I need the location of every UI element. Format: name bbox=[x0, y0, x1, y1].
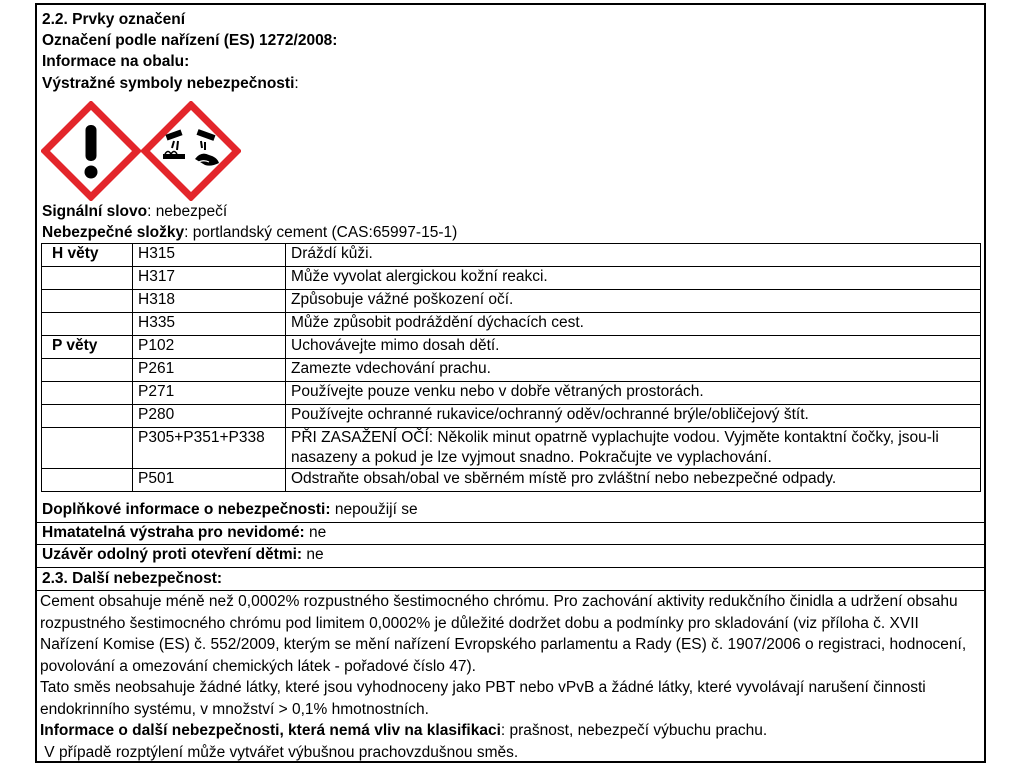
statement-group bbox=[42, 313, 133, 336]
statement-row bbox=[42, 290, 981, 313]
statement-code: H318 bbox=[133, 290, 286, 313]
chromium-paragraph: Cement obsahuje méně než 0,0002% rozpustného šestimocného chrómu. Pro zachování aktivity redukčního činidla a udržení obsahu rozpustného šestimocného chrómu pod limitem 0,0002% je důležité dodržet dobu a podmínky pro skladování (viz příloha č. XVII Nařízení Komise (ES) č. 552/2009, kterým se mění nařízení Evropského parlamentu a Rady (ES) č. 1907/2006 o registraci, hodnocení, povolování a omezování chemických látek - pořadové číslo 47). bbox=[40, 593, 967, 675]
corrosion-icon bbox=[141, 101, 241, 201]
pbt-paragraph: Tato směs neobsahuje žádné látky, které jsou vyhodnoceny jako PBT nebo vPvB a žádné látky, které vyvolávají narušení činnosti endokrinního systému, v množství > 0,1% hmotnostních. bbox=[40, 679, 926, 718]
statement-row bbox=[42, 267, 981, 290]
statement-row bbox=[42, 382, 981, 405]
statement-code: P271 bbox=[133, 382, 286, 405]
tactile-warning-value: ne bbox=[304, 524, 327, 541]
regulation-heading: Označení podle nařízení (ES) 1272/2008: bbox=[42, 32, 338, 49]
packaging-heading: Informace na obalu: bbox=[42, 53, 190, 70]
hazardous-components-value: : portlandský cement (CAS:65997-15-1) bbox=[184, 224, 458, 241]
statement-row bbox=[42, 336, 981, 359]
statement-group bbox=[42, 428, 133, 469]
statement-group bbox=[42, 405, 133, 428]
statement-text: Uchovávejte mimo dosah dětí. bbox=[286, 336, 981, 359]
statement-code: P501 bbox=[133, 469, 286, 492]
statement-code: P102 bbox=[133, 336, 286, 359]
statement-text: Používejte ochranné rukavice/ochranný oděv/ochranné brýle/obličejový štít. bbox=[286, 405, 981, 428]
statement-row bbox=[42, 313, 981, 336]
statement-text: Používejte pouze venku nebo v dobře větraných prostorách. bbox=[286, 382, 981, 405]
child-closure-line bbox=[42, 545, 324, 564]
safety-data-sheet-section bbox=[35, 3, 986, 763]
child-closure-label: Uzávěr odolný proti otevření dětmi: bbox=[42, 546, 303, 563]
supplemental-info-label: Doplňkové informace o nebezpečnosti: bbox=[42, 501, 331, 518]
statement-group bbox=[42, 267, 133, 290]
statement-group bbox=[42, 290, 133, 313]
statement-text: Zamezte vdechování prachu. bbox=[286, 359, 981, 382]
statement-code: H317 bbox=[133, 267, 286, 290]
hazardous-components-line bbox=[42, 223, 457, 242]
symbols-label: Výstražné symboly nebezpečnosti bbox=[42, 75, 295, 92]
statement-row bbox=[42, 244, 981, 267]
symbols-colon: : bbox=[294, 75, 299, 92]
statement-text: Může vyvolat alergickou kožní reakci. bbox=[286, 267, 981, 290]
section-23-body bbox=[40, 591, 980, 763]
statement-row bbox=[42, 359, 981, 382]
dust-explosion-note: V případě rozptýlení může vytvářet výbušnou prachovzdušnou směs. bbox=[40, 743, 519, 761]
signal-word-label: Signální slovo bbox=[42, 203, 148, 220]
statement-code: H315 bbox=[133, 244, 286, 267]
statement-code: P305+P351+P338 bbox=[133, 428, 286, 469]
statement-text: Způsobuje vážné poškození očí. bbox=[286, 290, 981, 313]
statement-row bbox=[42, 469, 981, 492]
other-hazard-label: Informace o další nebezpečnosti, která nemá vliv na klasifikaci bbox=[40, 722, 501, 739]
divider bbox=[37, 567, 984, 568]
supplemental-info-line bbox=[42, 500, 418, 519]
exclamation-mark-icon bbox=[41, 101, 141, 201]
statement-code: P280 bbox=[133, 405, 286, 428]
other-hazard-line bbox=[40, 720, 980, 742]
hazardous-components-label: Nebezpečné složky bbox=[42, 224, 185, 241]
other-hazard-value: : prašnost, nebezpečí výbuchu prachu. bbox=[500, 722, 768, 739]
statement-text: Odstraňte obsah/obal ve sběrném místě pro zvláštní nebo nebezpečné odpady. bbox=[286, 469, 981, 492]
section-title: 2.2. Prvky označení bbox=[42, 11, 186, 28]
child-closure-value: ne bbox=[302, 546, 324, 563]
signal-word-line bbox=[42, 202, 227, 221]
statement-group bbox=[42, 469, 133, 492]
tactile-warning-label: Hmatatelná výstraha pro nevidomé: bbox=[42, 524, 305, 541]
signal-word-value: : nebezpečí bbox=[147, 203, 228, 220]
statement-code: H335 bbox=[133, 313, 286, 336]
section-23-title: 2.3. Další nebezpečnost: bbox=[42, 570, 223, 587]
statement-row bbox=[42, 428, 981, 469]
statement-group bbox=[42, 382, 133, 405]
supplemental-info-value: nepoužijí se bbox=[330, 501, 418, 518]
statement-text: Dráždí kůži. bbox=[286, 244, 981, 267]
statement-row bbox=[42, 405, 981, 428]
hazard-precaution-table bbox=[41, 243, 981, 492]
symbols-heading bbox=[42, 74, 299, 93]
tactile-warning-line bbox=[42, 523, 326, 542]
statement-group: P věty bbox=[42, 336, 133, 359]
statement-text: Může způsobit podráždění dýchacích cest. bbox=[286, 313, 981, 336]
statement-text: PŘI ZASAŽENÍ OČÍ: Několik minut opatrně vyplachujte vodou. Vyjměte kontaktní čočky, jsou-li nasazeny a pokud je lze vyjmout snadno. Pokračujte ve vyplachování. bbox=[286, 428, 981, 469]
statement-group: H věty bbox=[42, 244, 133, 267]
statement-group bbox=[42, 359, 133, 382]
statement-code: P261 bbox=[133, 359, 286, 382]
